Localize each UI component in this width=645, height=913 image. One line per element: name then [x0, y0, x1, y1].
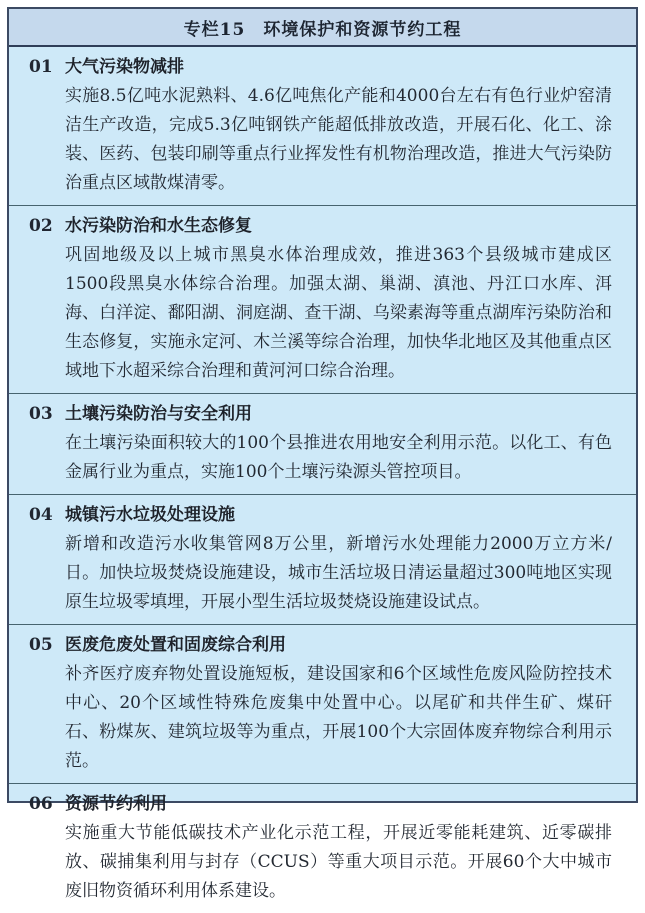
table-row [9, 393, 636, 494]
row-number: 05 [29, 635, 53, 655]
row-number: 04 [29, 505, 53, 525]
row-content [65, 500, 612, 617]
row-number: 06 [29, 794, 53, 814]
row-content [65, 52, 612, 198]
table-row [9, 783, 636, 913]
section-list [9, 47, 636, 913]
row-content [65, 211, 612, 386]
row-content [65, 630, 612, 776]
row-body: 补齐医疗废弃物处置设施短板，建设国家和6个区域性危废风险防控技术中心、20个区域性特殊危废集中处置中心。以尾矿和共伴生矿、煤矸石、粉煤灰、建筑垃圾等为重点，开展100个大宗固体废弃物综合利用示范。 [65, 664, 612, 771]
row-content [65, 399, 612, 487]
row-body: 实施重大节能低碳技术产业化示范工程，开展近零能耗建筑、近零碳排放、碳捕集利用与封存（CCUS）等重大项目示范。开展60个大中城市废旧物资循环利用体系建设。 [65, 823, 612, 901]
row-body: 在土壤污染面积较大的100个县推进农用地安全利用示范。以化工、有色金属行业为重点，实施100个土壤污染源头管控项目。 [65, 433, 612, 482]
row-number: 02 [29, 216, 53, 236]
feature-box-15 [7, 7, 638, 901]
box-title: 专栏15 环境保护和资源节约工程 [9, 9, 636, 47]
row-number: 03 [29, 404, 53, 424]
row-number: 01 [29, 57, 53, 77]
row-title: 土壤污染防治与安全利用 [65, 404, 252, 424]
table-row [9, 494, 636, 624]
row-title: 大气污染物减排 [65, 57, 184, 77]
row-content [65, 789, 612, 906]
row-title: 医废危废处置和固废综合利用 [65, 635, 286, 655]
table-row [9, 47, 636, 205]
row-body: 巩固地级及以上城市黑臭水体治理成效，推进363个县级城市建成区1500段黑臭水体综合治理。加强太湖、巢湖、滇池、丹江口水库、洱海、白洋淀、鄱阳湖、洞庭湖、查干湖、乌梁素海等重点湖库污染防治和生态修复，实施永定河、木兰溪等综合治理，加快华北地区及其他重点区域地下水超采综合治理和黄河河口综合治理。 [65, 245, 612, 381]
row-body: 新增和改造污水收集管网8万公里，新增污水处理能力2000万立方米/日。加快垃圾焚烧设施建设，城市生活垃圾日清运量超过300吨地区实现原生垃圾零填埋，开展小型生活垃圾焚烧设施建设试点。 [65, 534, 612, 612]
row-body: 实施8.5亿吨水泥熟料、4.6亿吨焦化产能和4000台左右有色行业炉窑清洁生产改造，完成5.3亿吨钢铁产能超低排放改造，开展石化、化工、涂装、医药、包装印刷等重点行业挥发性有机物治理改造，推进大气污染防治重点区域散煤清零。 [65, 86, 612, 193]
row-title: 城镇污水垃圾处理设施 [65, 505, 235, 525]
row-title: 水污染防治和水生态修复 [65, 216, 252, 236]
table-row [9, 205, 636, 393]
row-title: 资源节约利用 [65, 794, 167, 814]
table-row [9, 624, 636, 783]
